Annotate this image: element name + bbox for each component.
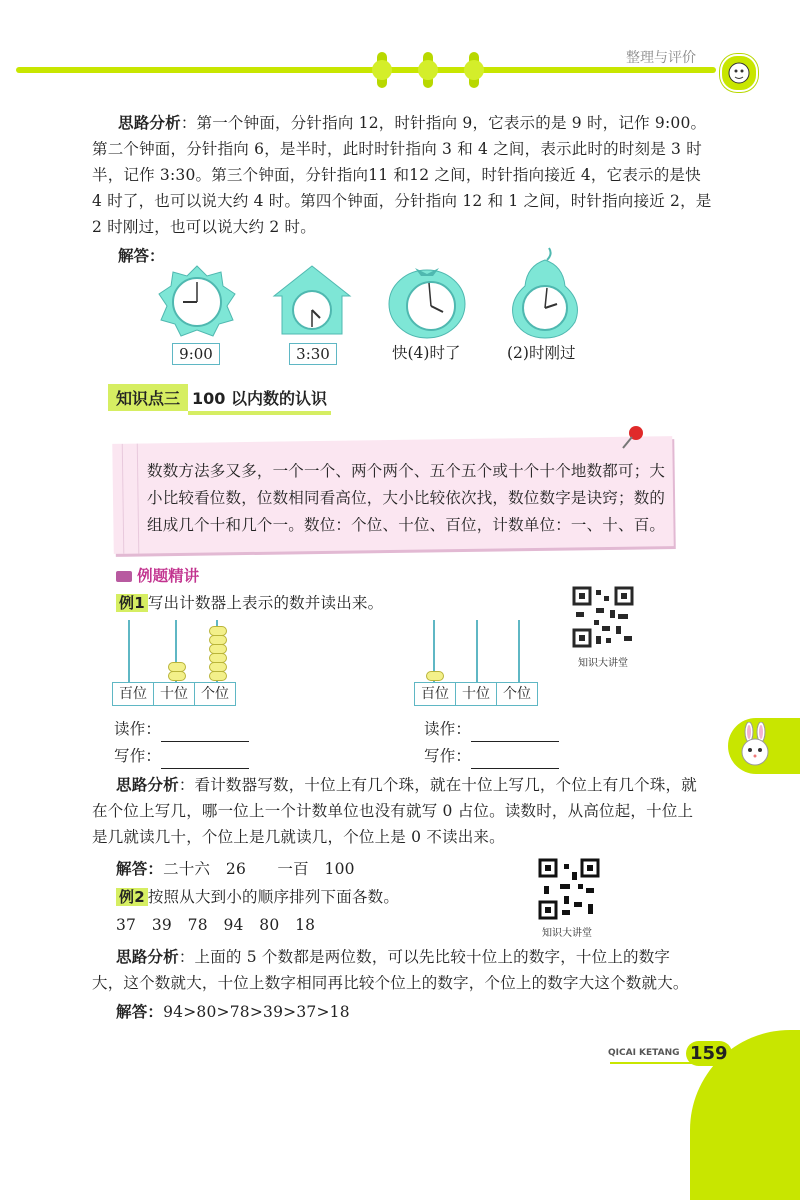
example2-analysis-cont	[92, 970, 752, 996]
abacus-rod	[518, 620, 520, 682]
qr-code-icon	[538, 858, 600, 920]
place-label: 十位	[154, 682, 195, 706]
qr-caption: 知识大讲堂	[578, 658, 628, 669]
read-blank[interactable]	[471, 725, 559, 742]
abacus-left	[112, 620, 242, 706]
analysis-line: 第二个钟面，分针指向 6，是半时，此时时针指向 3 和 4 之间，表示此时的时刻是 3 时	[92, 140, 702, 158]
example1-answer	[116, 856, 355, 882]
clock-tomato-icon	[385, 256, 469, 344]
book-icon	[116, 571, 132, 582]
header-rule	[16, 67, 716, 73]
analysis-line: 在个位上写几，哪一位上一个计数单位也没有就写 0 占位。读数时，从高位起，十位上	[92, 802, 694, 820]
place-label: 百位	[414, 682, 456, 706]
example1-analysis-cont	[92, 798, 752, 850]
example1-tag: 例1	[116, 594, 148, 612]
clock-answer-box: 3:30	[289, 343, 337, 365]
abacus-place-labels	[414, 682, 538, 706]
knowledge-note-text	[147, 458, 667, 539]
place-label: 个位	[195, 682, 236, 706]
clock-answer-text: (2)时刚过	[507, 344, 576, 362]
clock-flower-icon	[155, 262, 239, 344]
place-label: 个位	[497, 682, 538, 706]
analysis-line: 是几就读几十，个位上是几就读几，个位上是 0 不读出来。	[92, 828, 505, 846]
example2-prompt-text: 按照从大到小的顺序排列下面各数。	[147, 888, 400, 906]
analysis-label: 思路分析	[116, 776, 179, 794]
analysis-label: 思路分析	[118, 114, 181, 132]
examples-heading-text: 例题精讲	[137, 567, 200, 585]
abacus-bead	[426, 671, 444, 681]
abacus-bead	[168, 671, 186, 681]
abacus-rod	[128, 620, 130, 682]
knowledge-point-number: 知识点三	[108, 384, 188, 411]
example1-prompt	[116, 590, 383, 616]
analysis-line: 2 时刚过，也可以说大约 2 时。	[92, 218, 316, 236]
examples-heading	[116, 564, 199, 586]
example1-analysis	[116, 772, 756, 798]
note-line: 组成几个十和几个一。数位：个位、十位、百位，计数单位：一、十、百。	[147, 516, 666, 534]
abacus-bead	[209, 671, 227, 681]
example2-answer	[116, 999, 350, 1025]
qr-caption: 知识大讲堂	[542, 928, 592, 939]
answer-text: 94>80>78>39>37>18	[163, 1003, 350, 1021]
note-line: 小比较看位数，位数相同看高位，大小比较依次找，数位数字是诀窍；数的	[147, 489, 666, 507]
answer-label: 解答：	[116, 860, 164, 878]
write-row-right	[424, 743, 559, 769]
abacus-place-labels	[112, 682, 236, 706]
clock-analysis	[118, 110, 758, 136]
write-label: 写作：	[424, 747, 472, 765]
mascot-badge-icon	[720, 54, 758, 92]
clock-answer-box: 9:00	[172, 343, 220, 365]
analysis-line: 4 时了，也可以说大约 4 时。第四个钟面，分针指向 12 和 1 之间，时针指向接近 2，是	[92, 192, 712, 210]
example2-tag: 例2	[116, 888, 148, 906]
read-row-right	[424, 716, 559, 742]
analysis-line: 大，这个数就大，十位上数字相同再比较个位上的数字，个位上的数字大这个数就大。	[92, 974, 689, 992]
analysis-line: 半，记作 3:30。第三个钟面，分针指向11 和12 之间，时针指向接近 4，它表示的是快	[92, 166, 701, 184]
write-blank[interactable]	[161, 752, 249, 769]
read-label: 读作：	[114, 720, 162, 738]
page-number: 159	[686, 1041, 732, 1066]
write-label: 写作：	[114, 747, 162, 765]
example2-numbers: 37 39 78 94 80 18	[116, 916, 316, 934]
note-line: 数数方法多又多，一个一个、两个两个、五个五个或十个十个地数都可；大	[147, 462, 666, 480]
knowledge-point-title: 100 以内数的认识	[188, 384, 331, 415]
qr-code-icon	[572, 586, 634, 648]
read-row-left	[114, 716, 249, 742]
abacus-bead	[209, 626, 227, 636]
write-blank[interactable]	[471, 752, 559, 769]
answer-label: 解答：	[116, 1003, 164, 1021]
knowledge-point-heading	[108, 384, 331, 410]
write-row-left	[114, 743, 249, 769]
pushpin-icon	[620, 424, 646, 454]
footer-rule	[610, 1062, 700, 1064]
clock-analysis-cont	[92, 136, 752, 240]
read-label: 读作：	[424, 720, 472, 738]
rabbit-icon	[735, 722, 775, 774]
analysis-line: ：看计数器写数，十位上有几个珠，就在十位上写几，个位上有几个珠，就	[178, 776, 697, 794]
answer-label: 解答：	[118, 247, 165, 265]
place-label: 十位	[456, 682, 497, 706]
abacus-rod	[476, 620, 478, 682]
answer-text: 二十六 26 一百 100	[163, 860, 355, 878]
footer-brand: QICAI KETANG	[608, 1048, 680, 1058]
abacus-right	[414, 620, 544, 706]
clock-house-icon	[270, 262, 354, 344]
analysis-line: ：第一个钟面，分针指向 12，时针指向 9，它表示的是 9 时，记作 9:00。	[180, 114, 707, 132]
clock-answer-text: 快(4)时了	[392, 344, 461, 362]
place-label: 百位	[112, 682, 154, 706]
example1-prompt-text: 写出计数器上表示的数并读出来。	[147, 594, 384, 612]
section-title: 整理与评价	[626, 50, 696, 66]
clock-pear-icon	[505, 244, 585, 344]
read-blank[interactable]	[161, 725, 249, 742]
example2-analysis	[116, 944, 756, 970]
analysis-label: 思路分析	[116, 948, 179, 966]
analysis-line: ：上面的 5 个数都是两位数，可以先比较十位上的数字，十位上的数字	[178, 948, 671, 966]
example2-prompt	[116, 884, 399, 910]
